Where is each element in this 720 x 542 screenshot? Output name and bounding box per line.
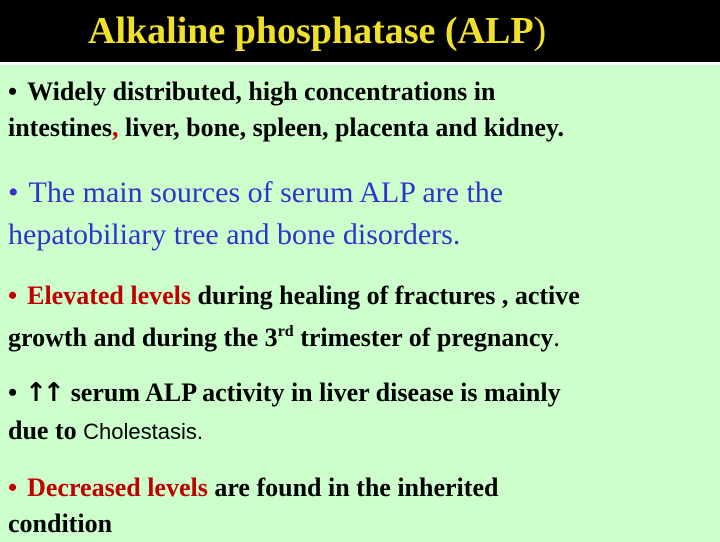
p2-line1: The main sources of serum ALP are the — [28, 176, 504, 209]
bullet-distribution — [8, 74, 718, 146]
bullet-icon: • — [8, 77, 18, 106]
p3-line1: during healing of fractures , active — [191, 281, 580, 310]
p1-red-comma: , — [112, 113, 119, 142]
p3-superscript: rd — [277, 323, 294, 340]
p3-pregnancy: trimester of pregnancy — [293, 323, 554, 352]
double-up-arrow-icon: ↑↑ — [25, 378, 61, 408]
p1-intestines: intestines — [8, 113, 112, 142]
p4-cholestasis: Cholestasis. — [83, 419, 203, 444]
title-close-paren: ) — [533, 10, 547, 52]
bullet-main-sources — [8, 172, 718, 256]
p5-line1: are found in the inherited — [207, 473, 499, 502]
p3-line2: growth and during the 3 — [8, 323, 278, 352]
p4-due-to: due to — [8, 416, 84, 445]
p1-line1: Widely distributed, high concentrations in — [27, 77, 496, 106]
bullet-elevated-levels — [8, 278, 718, 356]
bullet-liver-disease — [8, 374, 718, 451]
p2-line2: hepatobiliary tree and bone disorders. — [8, 218, 461, 251]
bullet-icon: • — [8, 176, 19, 209]
p3-period: . — [553, 323, 560, 352]
p3-elevated-label: Elevated levels — [27, 281, 192, 310]
title-main: Alkaline phosphatase (ALP — [88, 10, 534, 52]
bullet-decreased-levels — [8, 470, 718, 542]
bullet-icon: • — [8, 473, 18, 502]
p1-organs: liver, bone, spleen, placenta and kidney. — [118, 113, 564, 142]
slide-title — [88, 8, 546, 54]
p4-line1: serum ALP activity in liver disease is mainly — [70, 378, 561, 407]
p5-decreased-label: Decreased levels — [27, 473, 208, 502]
title-bar — [0, 0, 720, 65]
bullet-icon: • — [8, 281, 18, 310]
bullet-icon: • — [8, 378, 18, 407]
p5-line2: condition — [8, 509, 113, 538]
